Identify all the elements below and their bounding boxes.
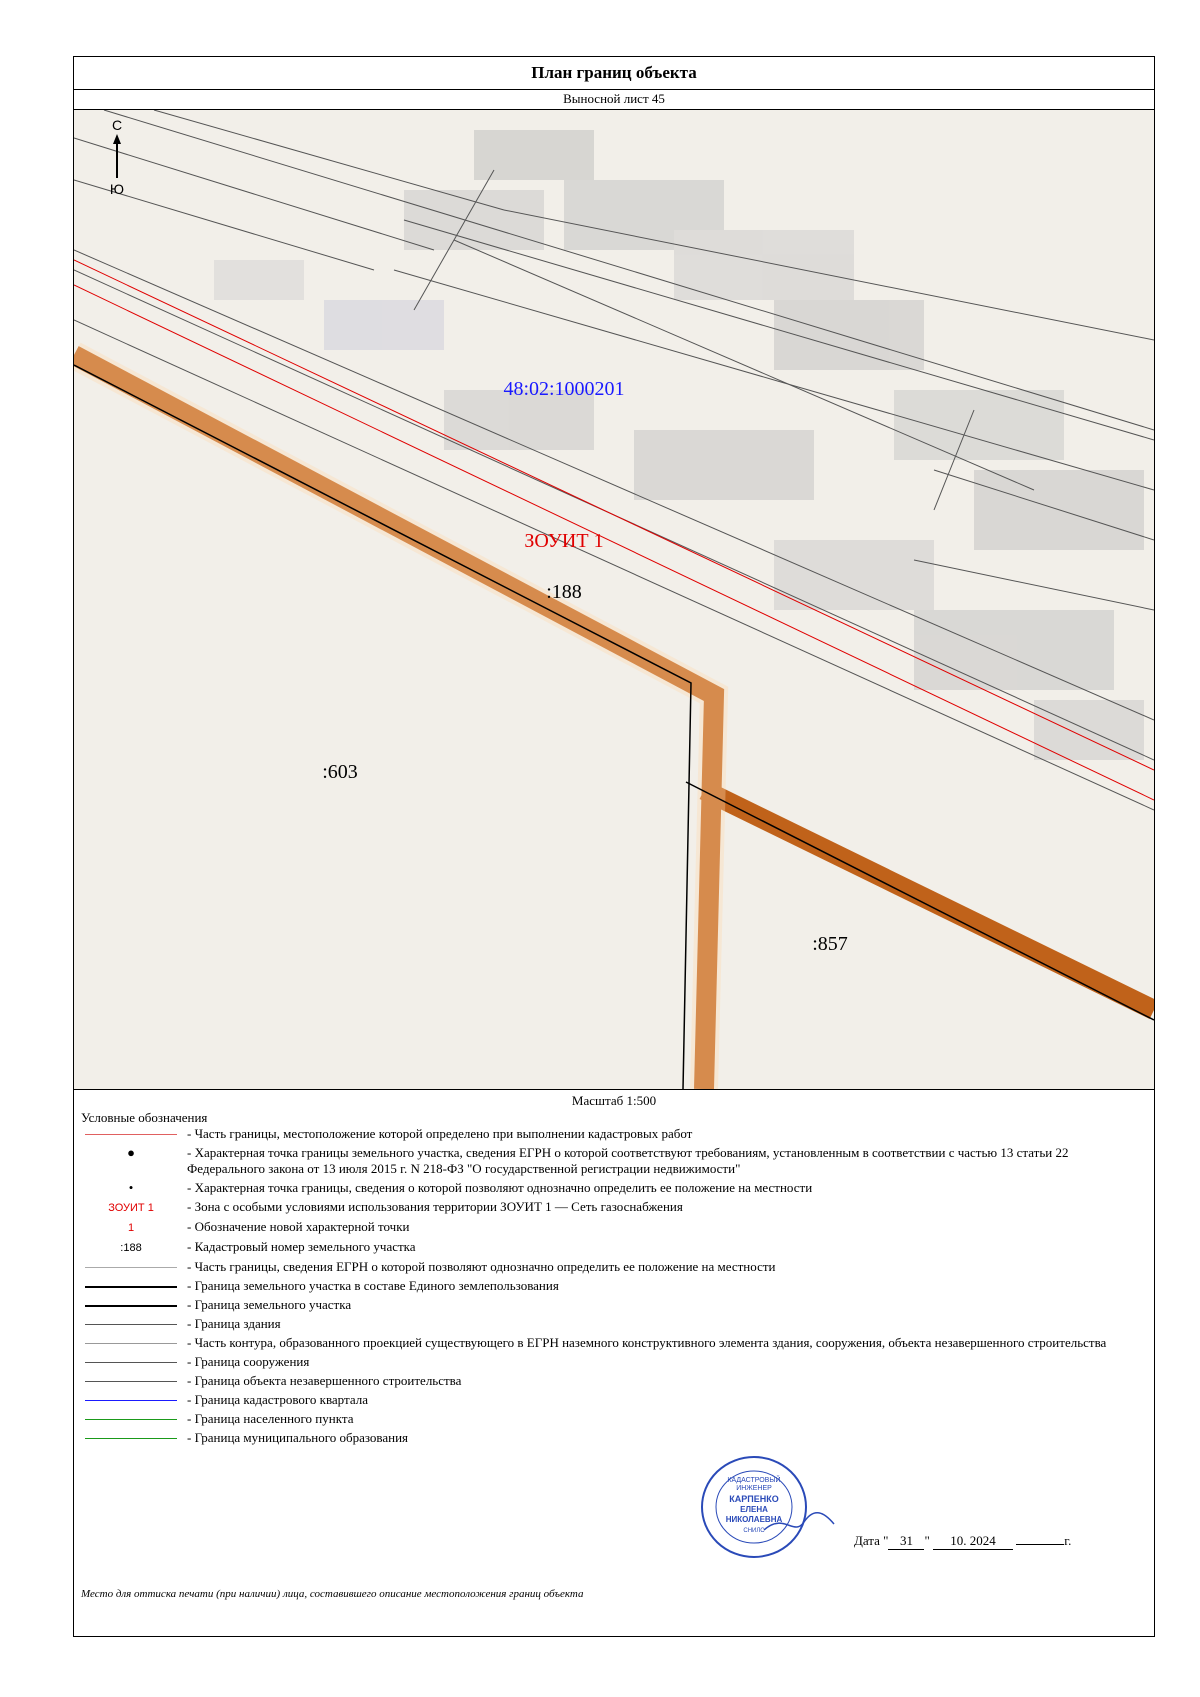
legend-symbol-text: ● bbox=[127, 1145, 135, 1160]
stamp-line3: КАРПЕНКО bbox=[729, 1494, 779, 1504]
quarter-label: 48:02:1000201 bbox=[503, 378, 625, 400]
legend-item bbox=[81, 1430, 1141, 1446]
legend-item bbox=[81, 1145, 1141, 1177]
document-frame bbox=[73, 56, 1155, 1637]
legend-line-swatch bbox=[85, 1438, 177, 1439]
legend-symbol bbox=[81, 1239, 181, 1256]
zone-label: ЗОУИТ 1 bbox=[524, 530, 604, 552]
legend-symbol bbox=[81, 1297, 181, 1313]
legend-line-swatch bbox=[85, 1400, 177, 1401]
date-block: Дата " 31 " 10. 2024 г. bbox=[854, 1533, 1072, 1548]
legend-line-swatch bbox=[85, 1286, 177, 1288]
legend-text: - Граница объекта незавершенного строительства bbox=[187, 1373, 462, 1388]
legend-item bbox=[81, 1297, 1141, 1313]
legend-item bbox=[81, 1354, 1141, 1370]
engineer-stamp bbox=[694, 1452, 844, 1567]
compass-south-label: Ю bbox=[109, 181, 125, 197]
legend-item bbox=[81, 1239, 1141, 1256]
legend-line-swatch bbox=[85, 1267, 177, 1268]
legend-text: - Граница муниципального образования bbox=[187, 1430, 409, 1445]
legend-text: - Часть границы, местоположение которой определено при выполнении кадастровых работ bbox=[187, 1126, 693, 1141]
legend-symbol-text: 1 bbox=[127, 1222, 135, 1234]
legend-text: - Часть контура, образованного проекцией существующего в ЕГРН наземного конструктивного элемента здания, сооружения, объекта незавершенного строительства bbox=[187, 1335, 1107, 1350]
legend-symbol bbox=[81, 1392, 181, 1408]
legend-line-swatch bbox=[85, 1343, 177, 1344]
date-blank bbox=[1016, 1544, 1064, 1545]
footer-note: Место для оттиска печати (при наличии) лица, составившего описание местоположения границ объекта bbox=[81, 1588, 584, 1600]
legend-title: Условные обозначения bbox=[81, 1110, 208, 1125]
stamp-line2: ИНЖЕНЕР bbox=[736, 1485, 772, 1492]
legend-text: - Характерная точка границы земельного участка, сведения ЕГРН о которой соответствуют требованиям, установленным в соответствии с частью 13 статьи 22 Федерального закона от 13 июля 2015 г. N 218-ФЗ "О государственной регистрации недвижимости" bbox=[187, 1145, 1069, 1176]
sheet-subtitle: Выносной лист 45 bbox=[74, 89, 1154, 110]
legend-symbol bbox=[81, 1316, 181, 1332]
legend-text: - Граница здания bbox=[187, 1316, 281, 1331]
legend-symbol bbox=[81, 1199, 181, 1216]
legend-item bbox=[81, 1392, 1141, 1408]
map-drawing bbox=[74, 110, 1154, 1089]
stamp-line5: НИКОЛАЕВНА bbox=[725, 1515, 783, 1524]
legend-symbol bbox=[81, 1126, 181, 1142]
legend-text: - Характерная точка границы, сведения о которой позволяют однозначно определить ее положение на местности bbox=[187, 1180, 813, 1195]
legend-symbol bbox=[81, 1145, 181, 1161]
compass-north-label: С bbox=[111, 117, 123, 133]
legend-symbol-text: ЗОУИТ 1 bbox=[108, 1202, 154, 1214]
orange-road bbox=[74, 355, 1154, 1089]
legend-symbol-text: :188 bbox=[120, 1242, 142, 1254]
legend-symbol bbox=[81, 1430, 181, 1446]
map-area bbox=[74, 110, 1154, 1090]
legend-symbol bbox=[81, 1373, 181, 1389]
legend-symbol bbox=[81, 1259, 181, 1275]
legend-symbol bbox=[81, 1219, 181, 1236]
legend-symbol bbox=[81, 1180, 181, 1196]
legend-item bbox=[81, 1219, 1141, 1236]
compass bbox=[113, 134, 121, 178]
legend-item bbox=[81, 1199, 1141, 1216]
legend-item bbox=[81, 1411, 1141, 1427]
legend-item bbox=[81, 1316, 1141, 1332]
legend-text: - Граница земельного участка bbox=[187, 1297, 352, 1312]
parcel-603-label: :603 bbox=[322, 761, 358, 783]
legend-line-swatch bbox=[85, 1324, 177, 1325]
legend-item bbox=[81, 1373, 1141, 1389]
stamp-line4: ЕЛЕНА bbox=[740, 1505, 768, 1514]
stamp-line1: КАДАСТРОВЫЙ bbox=[727, 1477, 781, 1484]
legend-text: - Граница кадастрового квартала bbox=[187, 1392, 368, 1407]
legend-text: - Граница земельного участка в составе Единого землепользования bbox=[187, 1278, 559, 1293]
legend-line-swatch bbox=[85, 1305, 177, 1307]
legend-item bbox=[81, 1278, 1141, 1294]
legend-symbol bbox=[81, 1335, 181, 1351]
parcel-188-label: :188 bbox=[546, 581, 582, 603]
legend-item bbox=[81, 1126, 1141, 1142]
legend-text: - Граница населенного пункта bbox=[187, 1411, 354, 1426]
legend-line-swatch bbox=[85, 1419, 177, 1420]
legend-symbol bbox=[81, 1354, 181, 1370]
legend-text: - Зона с особыми условиями использования территории ЗОУИТ 1 — Сеть газоснабжения bbox=[187, 1199, 683, 1214]
page-title: План границ объекта bbox=[74, 57, 1154, 90]
legend-symbol bbox=[81, 1278, 181, 1294]
legend-symbol-text: • bbox=[128, 1180, 134, 1195]
legend-line-swatch bbox=[85, 1362, 177, 1363]
date-label: Дата bbox=[854, 1533, 880, 1548]
date-month-year: 10. 2024 bbox=[933, 1533, 1013, 1550]
date-day: 31 bbox=[888, 1533, 924, 1550]
legend-text: - Кадастровый номер земельного участка bbox=[187, 1239, 416, 1254]
legend-item bbox=[81, 1259, 1141, 1275]
legend-item bbox=[81, 1180, 1141, 1196]
legend-line-swatch bbox=[85, 1134, 177, 1135]
legend bbox=[81, 1126, 1141, 1449]
legend-text: - Часть границы, сведения ЕГРН о которой позволяют однозначно определить ее положение на местности bbox=[187, 1259, 776, 1274]
legend-item bbox=[81, 1335, 1141, 1351]
date-suffix: г. bbox=[1064, 1533, 1072, 1548]
stamp-line6: СНИЛС bbox=[743, 1528, 765, 1534]
legend-line-swatch bbox=[85, 1381, 177, 1382]
parcel-857-label: :857 bbox=[812, 933, 848, 955]
scale-label: Масштаб 1:500 bbox=[571, 1093, 657, 1108]
legend-text: - Обозначение новой характерной точки bbox=[187, 1219, 410, 1234]
legend-symbol bbox=[81, 1411, 181, 1427]
legend-text: - Граница сооружения bbox=[187, 1354, 310, 1369]
